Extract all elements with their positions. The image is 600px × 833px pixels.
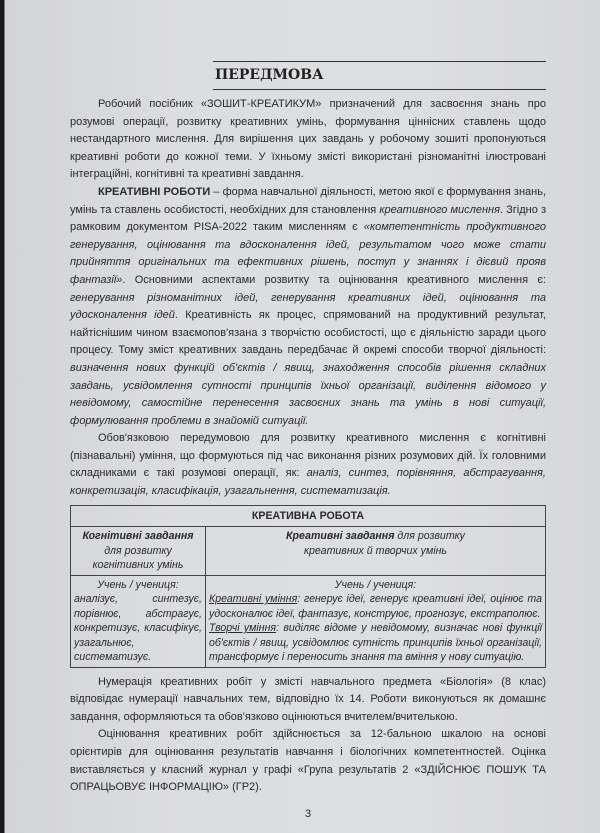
- col2-text-creativity: : виділяє відоме у невідомому, визначає нові функції об'єктів / явищ, усвідомлює сутність принципів їхньої організації, трансформує і переносить знання та вміння у нову ситуацію.: [209, 622, 542, 664]
- table-header: КРЕАТИВНА РОБОТА: [71, 505, 546, 527]
- col1-text: аналізує, синтезує, порівнює, абстрагує, конкретизує, класифікує, узагальнює, систематизує.: [74, 593, 202, 664]
- paragraph: [70, 96, 546, 184]
- paragraph: [70, 184, 546, 430]
- page-title: ПЕРЕДМОВА: [215, 67, 324, 83]
- col2-label-creative: Креативні уміння: [209, 593, 298, 606]
- paragraph: [70, 726, 546, 796]
- text-segment: креативного мислення: [379, 203, 500, 216]
- col2-heading: [206, 527, 546, 576]
- text-segment: Оцінювання креативних робіт здійснюється за 12-бальною шкалою на основі орієнтирів для оцінювання результатів навчання і біологічних компетентностей. Оцінка виставляється у класний журнал у графі «Група результатів 2 «ЗДІЙСНЮЄ ПОШУК ТА ОПРАЦЬОВУЄ ІНФОРМАЦІЮ» (ГР2).: [70, 728, 546, 794]
- col1-heading: [71, 527, 206, 576]
- col2-heading-bold: Креативні завдання: [286, 530, 395, 543]
- col1-content: [71, 575, 206, 667]
- text-segment: Робочий посібник «ЗОШИТ-КРЕАТИКУМ» призначений для засвоєння знань про розумові операції, розвитку креативних умінь, формування ціннісних ставлень щодо нестандартного мислення. Для вирішення цих завдань у робочому зошиті пропонуються креативні роботи до кожної теми. У їхньому змісті використані різноманітні ілюстровані інтеграційні, когнітивні та креативні завдання.: [70, 98, 546, 181]
- col1-heading-rest: для розвитку когнітивних умінь: [92, 544, 184, 572]
- col2-subject: Учень / учениця:: [334, 578, 417, 591]
- page-body: [70, 0, 546, 833]
- col2-text-creative: : генерує ідеї, генерує креативні ідеї, оцінює та удосконалює ідеї, фантазує, конструює, прогнозує, екстраполює.: [209, 593, 543, 620]
- paragraphs-after: [70, 674, 546, 797]
- text-segment: КРЕАТИВНІ РОБОТИ: [98, 185, 211, 198]
- col2-heading-rest: для розвитку креативних й творчих умінь: [304, 530, 465, 557]
- col2-label-creativity: Творчі уміння: [209, 622, 277, 635]
- col2-content: [206, 575, 546, 667]
- text-segment: визначення нових функцій об'єктів / явищ, знаходження способів рішення складних завдань, усвідомлення сутності принципів їхньої організації, виділення відомого у невідомому, самостійне перенесення засвоєних знань та умінь в нові ситуації, формулювання проблеми в знайомій ситуації.: [70, 361, 546, 427]
- paragraphs-before: [70, 96, 546, 501]
- text-segment: аналіз, синтез, порівняння, абстрагування, конкретизація, класифікація, узагальнення, систематизація.: [70, 467, 546, 498]
- col1-subject: Учень / учениця:: [97, 578, 179, 591]
- col1-heading-bold: Когнітивні завдання: [82, 530, 194, 543]
- text-segment: «компетентність продуктивного генерування, оцінювання та вдосконалення ідей, результатом чого може стати прийняття оригінальних та ефективних рішень, поступ у знаннях і дієвий прояв фантазії»: [70, 221, 546, 286]
- text-segment: . Креативність як процес, спрямований на продуктивний результат, найтіснішим чином взаємопов'язана з творчістю особистості, що є діяльністю заради цього процесу. Тому зміст креативних завдань передбачає й окремі способи творчої діяльності:: [70, 309, 546, 357]
- text-segment: Обов'язковою передумовою для розвитку креативного мислення є когнітивні (пізнавальні) уміння, що формуються під час виконання різних розумових дій. Їх головними складниками є такі розумові операції, як:: [70, 432, 546, 480]
- text-segment: – форма навчальної діяльності, метою якої є формування знань, умінь та ставлень особистості, необхідних для становлення: [70, 185, 547, 216]
- text-segment: Нумерація креативних робіт у змісті навчального предмета «Біологія» (8 клас) відповідає нумерації навчальних тем, відповідно їх 14. Роботи виконуються як домашнє завдання, оформляються та обов'язково оцінюються вчителем/вчителькою.: [70, 675, 546, 723]
- paragraph: [70, 674, 546, 727]
- paragraph: [70, 430, 546, 500]
- creative-work-table: [70, 505, 546, 668]
- text-segment: . Основними аспектами розвитку та оцінювання креативного мислення є:: [122, 273, 546, 286]
- page-number: 3: [304, 807, 312, 820]
- text-segment: генерування різноманітних ідей, генерування креативних ідей, оцінювання та удосконалення ідей: [70, 291, 546, 322]
- text-segment: . Згідно з рамковим документом PISA-2022 таким мисленням є: [70, 203, 546, 234]
